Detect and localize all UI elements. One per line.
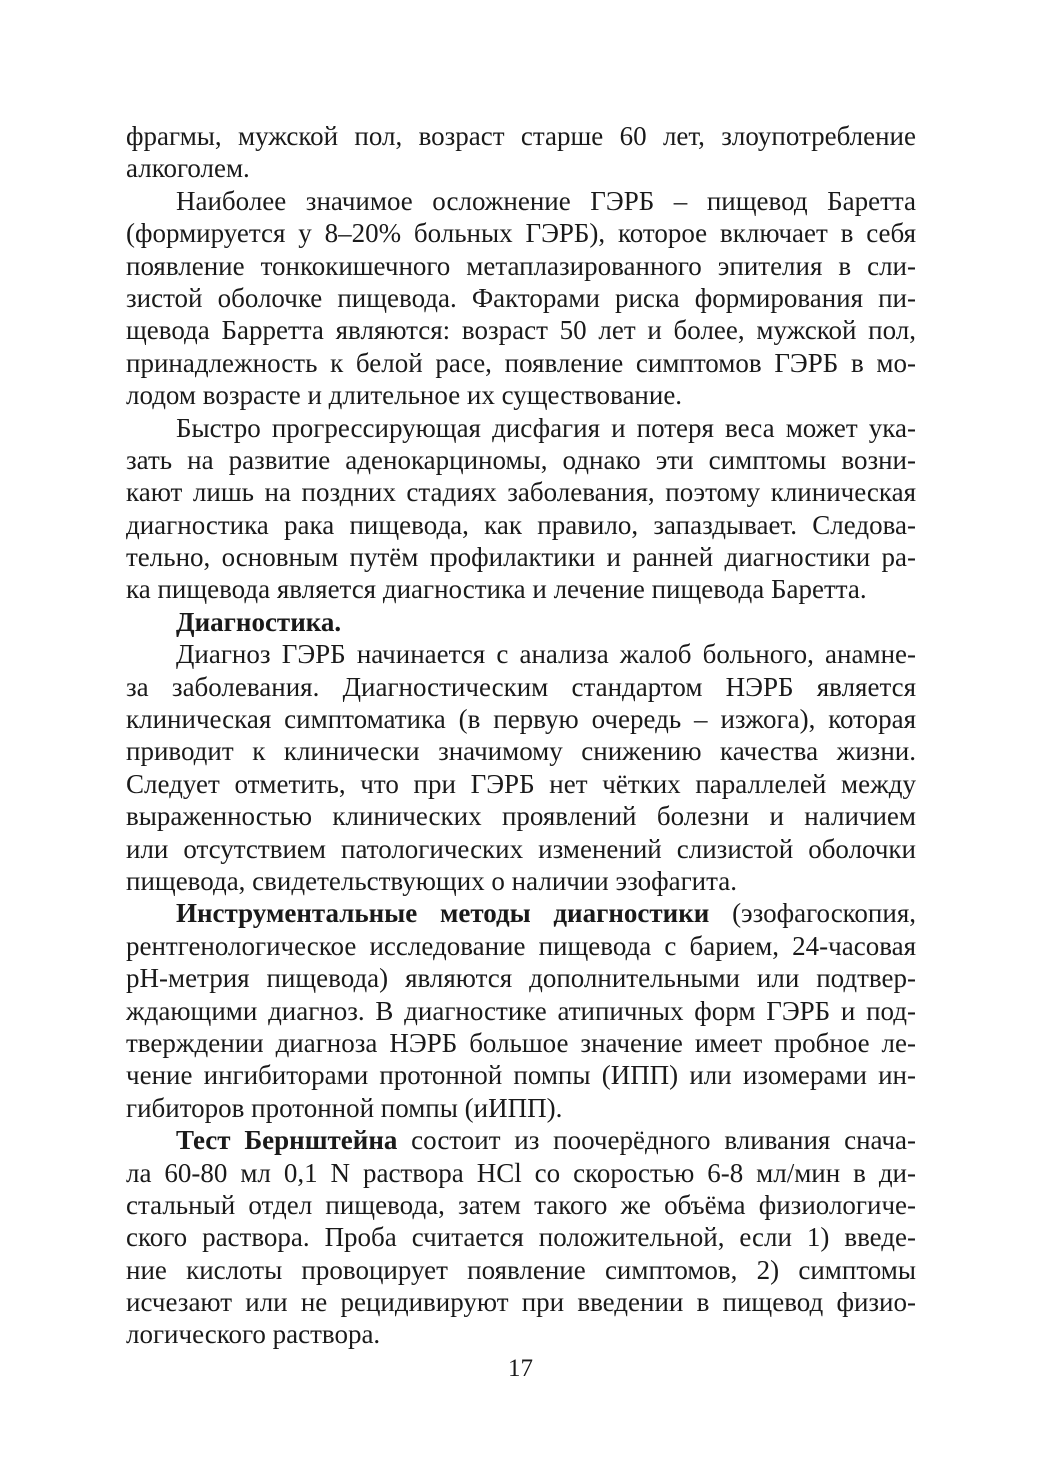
text-line: ла 60-80 мл 0,1 N раствора HCl со скоростью 6-8 мл/мин в ди- <box>126 1157 916 1188</box>
text-line: щевода Барретта являются: возраст 50 лет и более, мужской пол, <box>126 315 916 346</box>
text-line: исчезают или не рецидивируют при введении в пищевод физио- <box>126 1287 916 1318</box>
section-heading: Диагностика. <box>176 606 342 637</box>
paragraph-4 <box>126 638 916 897</box>
text-line: появление тонкокишечного метаплазированного эпителия в сли- <box>126 250 916 281</box>
text-line: алкоголем. <box>126 153 250 184</box>
text-line: стальный отдел пищевода, затем такого же объёма физиологиче- <box>126 1189 916 1220</box>
paragraph-5 <box>126 897 916 1124</box>
text-line: тверждении диагноза НЭРБ большое значение имеет пробное ле- <box>126 1027 916 1058</box>
text-line: лодом возрасте и длительное их существование. <box>126 380 683 411</box>
text-line: диагностика рака пищевода, как правило, запаздывает. Следова- <box>126 509 916 540</box>
text-line: фрагмы, мужской пол, возраст старше 60 лет, злоупотребление <box>126 121 916 151</box>
text-line: или отсутствием патологических изменений слизистой оболочки <box>126 833 916 864</box>
text-line: гибиторов протонной помпы (иИПП). <box>126 1092 563 1123</box>
text-line: пищевода, свидетельствующих о наличии эзофагита. <box>126 865 737 896</box>
text-run: состоит из поочерёдного вливания снача- <box>397 1125 917 1156</box>
bold-term: Тест Бернштейна <box>176 1125 398 1156</box>
text-line: ка пищевода является диагностика и лечение пищевода Баретта. <box>126 574 867 605</box>
text-line: приводит к клинически значимому снижению качества жизни. <box>126 736 916 767</box>
text-line: зистой оболочке пищевода. Факторами риска формирования пи- <box>126 282 916 313</box>
bold-term: Инструментальные методы диагностики <box>176 898 710 929</box>
paragraph-6 <box>126 1124 916 1351</box>
text-line: (формируется у 8–20% больных ГЭРБ), которое включает в себя <box>126 218 916 249</box>
text-line: логического раствора. <box>126 1319 381 1350</box>
text-line: принадлежность к белой расе, появление симптомов ГЭРБ в мо- <box>126 347 916 378</box>
text-line: рентгенологическое исследование пищевода с барием, 24-часовая <box>126 930 916 961</box>
text-line: ского раствора. Проба считается положительной, если 1) введе- <box>126 1222 916 1253</box>
text-line: Диагноз ГЭРБ начинается с анализа жалоб больного, анамне- <box>176 639 916 670</box>
text-line: выраженностью клинических проявлений болезни и наличием <box>126 801 916 832</box>
text-line <box>126 1124 916 1156</box>
paragraph-1 <box>126 120 916 185</box>
text-line: кают лишь на поздних стадиях заболевания, поэтому клиническая <box>126 477 916 508</box>
paragraph-3 <box>126 412 916 606</box>
text-line: клиническая симптоматика (в первую очередь – изжога), которая <box>126 704 916 735</box>
page-body <box>126 120 916 1351</box>
text-line: зать на развитие аденокарциномы, однако эти симптомы возни- <box>126 444 916 475</box>
text-line: ние кислоты провоцирует появление симптомов, 2) симптомы <box>126 1254 916 1285</box>
text-line: pH-метрия пищевода) являются дополнительными или подтвер- <box>126 963 916 994</box>
text-line: тельно, основным путём профилактики и ранней диагностики ра- <box>126 542 916 573</box>
text-line: Следует отметить, что при ГЭРБ нет чётких параллелей между <box>126 768 916 799</box>
text-line: чение ингибиторами протонной помпы (ИПП) или изомерами ин- <box>126 1060 916 1091</box>
text-run: (эзофагоскопия, <box>709 898 916 929</box>
text-line: ждающими диагноз. В диагностике атипичных форм ГЭРБ и под- <box>126 995 916 1026</box>
page-number: 17 <box>508 1355 533 1382</box>
text-line: Быстро прогрессирующая дисфагия и потеря веса может ука- <box>176 412 916 443</box>
text-line: за заболевания. Диагностическим стандартом НЭРБ является <box>126 671 916 702</box>
text-line: Наиболее значимое осложнение ГЭРБ – пищевод Баретта <box>176 185 916 216</box>
paragraph-2 <box>126 185 916 412</box>
text-line <box>126 897 916 929</box>
